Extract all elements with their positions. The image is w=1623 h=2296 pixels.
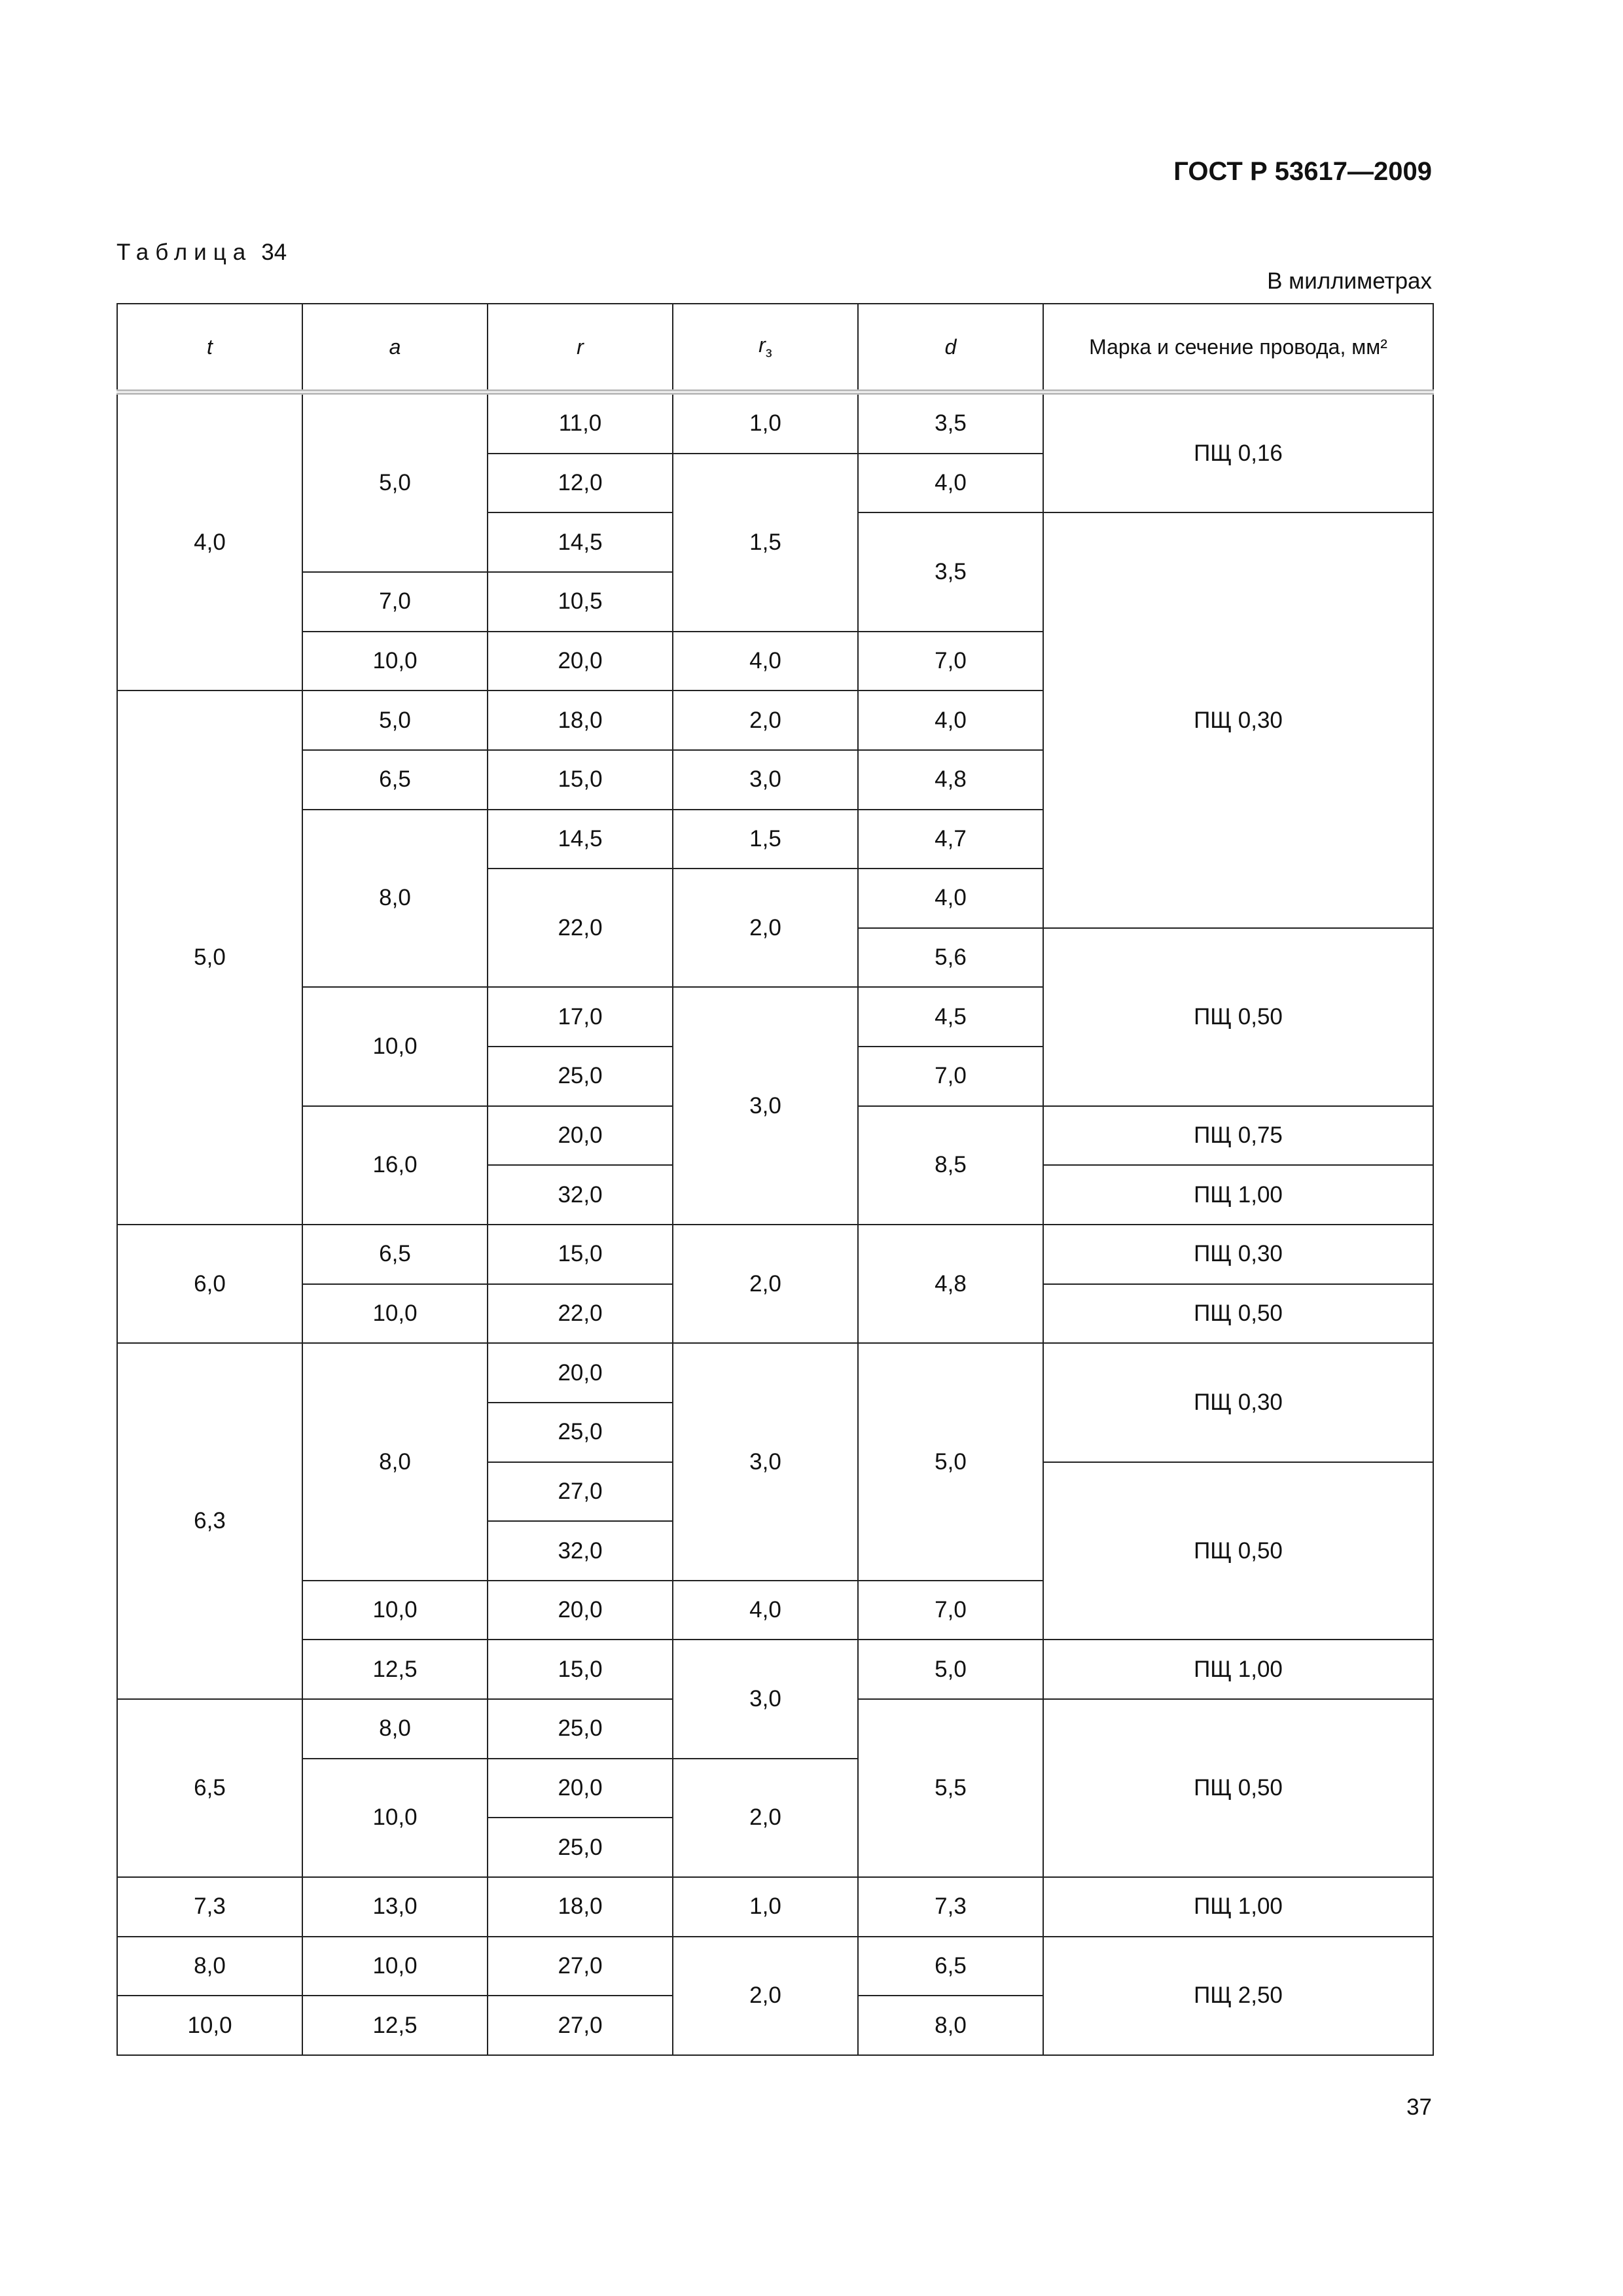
column-header-a: a (302, 304, 488, 392)
table-cell-r: 27,0 (488, 1937, 673, 1996)
table-cell-a: 5,0 (302, 691, 488, 750)
table-cell-a: 6,5 (302, 750, 488, 810)
column-header-r3-subscript: з (765, 344, 772, 361)
table-cell-r3: 3,0 (673, 1343, 858, 1581)
table-cell-t: 5,0 (117, 691, 302, 1225)
table-cell-wire: ПЩ 0,50 (1043, 1284, 1433, 1344)
table-cell-wire: ПЩ 2,50 (1043, 1937, 1433, 2055)
table-cell-r: 32,0 (488, 1165, 673, 1225)
table-cell-a: 16,0 (302, 1106, 488, 1225)
column-header-d: d (858, 304, 1043, 392)
table-cell-r: 14,5 (488, 810, 673, 869)
table-cell-r: 18,0 (488, 691, 673, 750)
table-cell-a: 8,0 (302, 1343, 488, 1581)
table-cell-r: 25,0 (488, 1818, 673, 1877)
table-cell-wire: ПЩ 0,30 (1043, 512, 1433, 927)
table-cell-a: 10,0 (302, 987, 488, 1105)
table-cell-wire: ПЩ 0,50 (1043, 1462, 1433, 1640)
table-cell-d: 4,8 (858, 1225, 1043, 1343)
table-row (117, 1225, 1433, 1284)
table-cell-a: 10,0 (302, 1937, 488, 1996)
table-cell-r: 25,0 (488, 1047, 673, 1106)
table-cell-r3: 4,0 (673, 632, 858, 691)
table-cell-t: 4,0 (117, 392, 302, 691)
table-cell-r3: 1,5 (673, 454, 858, 632)
table-cell-t: 6,3 (117, 1343, 302, 1699)
table-cell-d: 3,5 (858, 512, 1043, 631)
column-header-wire: Марка и сечение провода, мм² (1043, 304, 1433, 392)
table-cell-d: 3,5 (858, 392, 1043, 454)
table-cell-r3: 3,0 (673, 1640, 858, 1758)
table-cell-r3: 1,0 (673, 392, 858, 454)
table-cell-r: 11,0 (488, 392, 673, 454)
table-cell-d: 4,7 (858, 810, 1043, 869)
table-cell-d: 4,0 (858, 691, 1043, 750)
table-cell-d: 8,5 (858, 1106, 1043, 1225)
table-cell-r: 17,0 (488, 987, 673, 1047)
table-cell-r3: 4,0 (673, 1581, 858, 1640)
table-cell-wire: ПЩ 1,00 (1043, 1877, 1433, 1937)
table-cell-r: 18,0 (488, 1877, 673, 1937)
table-cell-d: 4,8 (858, 750, 1043, 810)
table-cell-a: 10,0 (302, 632, 488, 691)
table-cell-a: 6,5 (302, 1225, 488, 1284)
table-cell-r3: 2,0 (673, 1759, 858, 1877)
data-table (116, 303, 1434, 2056)
table-cell-d: 4,0 (858, 454, 1043, 513)
table-cell-r: 22,0 (488, 869, 673, 987)
table-cell-r: 20,0 (488, 1759, 673, 1818)
table-cell-r3: 1,5 (673, 810, 858, 869)
units-note: В миллиметрах (1267, 268, 1432, 294)
table-cell-d: 7,0 (858, 1047, 1043, 1106)
table-cell-r: 22,0 (488, 1284, 673, 1344)
table-cell-r: 27,0 (488, 1462, 673, 1522)
table-cell-a: 8,0 (302, 1699, 488, 1759)
table-cell-t: 6,5 (117, 1699, 302, 1877)
table-cell-r: 20,0 (488, 1106, 673, 1166)
table-header-row (117, 304, 1433, 392)
table-cell-r: 15,0 (488, 1225, 673, 1284)
table-caption (116, 240, 287, 266)
table-cell-d: 8,0 (858, 1996, 1043, 2055)
table-cell-wire: ПЩ 0,30 (1043, 1225, 1433, 1284)
table-cell-r3: 1,0 (673, 1877, 858, 1937)
table-cell-wire: ПЩ 0,50 (1043, 1699, 1433, 1877)
table-cell-r3: 2,0 (673, 869, 858, 987)
table-cell-r3: 2,0 (673, 691, 858, 750)
column-header-r: r (488, 304, 673, 392)
table-cell-r: 14,5 (488, 512, 673, 572)
table-row (117, 1640, 1433, 1699)
table-cell-r: 25,0 (488, 1699, 673, 1759)
table-cell-d: 6,5 (858, 1937, 1043, 1996)
table-cell-wire: ПЩ 0,75 (1043, 1106, 1433, 1166)
table-number: 34 (261, 240, 287, 265)
table-cell-d: 5,6 (858, 928, 1043, 988)
table-cell-r: 12,0 (488, 454, 673, 513)
table-row (117, 392, 1433, 454)
table-cell-r: 27,0 (488, 1996, 673, 2055)
table-cell-a: 13,0 (302, 1877, 488, 1937)
table-cell-a: 7,0 (302, 572, 488, 632)
table-cell-a: 12,5 (302, 1996, 488, 2055)
table-cell-r3: 2,0 (673, 1937, 858, 2055)
table-cell-wire: ПЩ 0,30 (1043, 1343, 1433, 1462)
table-cell-t: 10,0 (117, 1996, 302, 2055)
column-header-t: t (117, 304, 302, 392)
table-cell-t: 6,0 (117, 1225, 302, 1343)
table-cell-d: 5,5 (858, 1699, 1043, 1877)
table-cell-r3: 3,0 (673, 987, 858, 1225)
table-cell-wire: ПЩ 0,16 (1043, 392, 1433, 512)
table-cell-r: 15,0 (488, 1640, 673, 1699)
table-cell-wire: ПЩ 1,00 (1043, 1640, 1433, 1699)
table-cell-r: 10,5 (488, 572, 673, 632)
table-cell-r: 20,0 (488, 632, 673, 691)
table-cell-r3: 2,0 (673, 1225, 858, 1343)
standard-code: ГОСТ Р 53617—2009 (1173, 157, 1432, 186)
table-cell-r: 20,0 (488, 1343, 673, 1403)
page-number: 37 (1406, 2094, 1432, 2120)
table-cell-d: 7,0 (858, 1581, 1043, 1640)
table-cell-d: 5,0 (858, 1640, 1043, 1699)
table-row (117, 1343, 1433, 1403)
table-cell-a: 8,0 (302, 810, 488, 988)
table-cell-d: 4,0 (858, 869, 1043, 928)
table-cell-r: 32,0 (488, 1521, 673, 1581)
table-row (117, 1877, 1433, 1937)
table-cell-a: 5,0 (302, 392, 488, 572)
table-row (117, 1937, 1433, 1996)
table-cell-a: 12,5 (302, 1640, 488, 1699)
table-cell-r: 20,0 (488, 1581, 673, 1640)
table-cell-r: 15,0 (488, 750, 673, 810)
table-cell-a: 10,0 (302, 1759, 488, 1877)
table-cell-a: 10,0 (302, 1284, 488, 1344)
table-cell-a: 10,0 (302, 1581, 488, 1640)
table-cell-d: 5,0 (858, 1343, 1043, 1581)
column-header-r3 (673, 304, 858, 392)
table-cell-r3: 3,0 (673, 750, 858, 810)
column-header-r3-base: r (758, 332, 766, 357)
table-cell-wire: ПЩ 0,50 (1043, 928, 1433, 1106)
table-cell-d: 7,3 (858, 1877, 1043, 1937)
table-cell-d: 7,0 (858, 632, 1043, 691)
table-cell-r: 25,0 (488, 1403, 673, 1462)
table-cell-t: 8,0 (117, 1937, 302, 1996)
table-cell-wire: ПЩ 1,00 (1043, 1165, 1433, 1225)
table-cell-t: 7,3 (117, 1877, 302, 1937)
table-cell-d: 4,5 (858, 987, 1043, 1047)
table-caption-word: Таблица (116, 240, 253, 265)
